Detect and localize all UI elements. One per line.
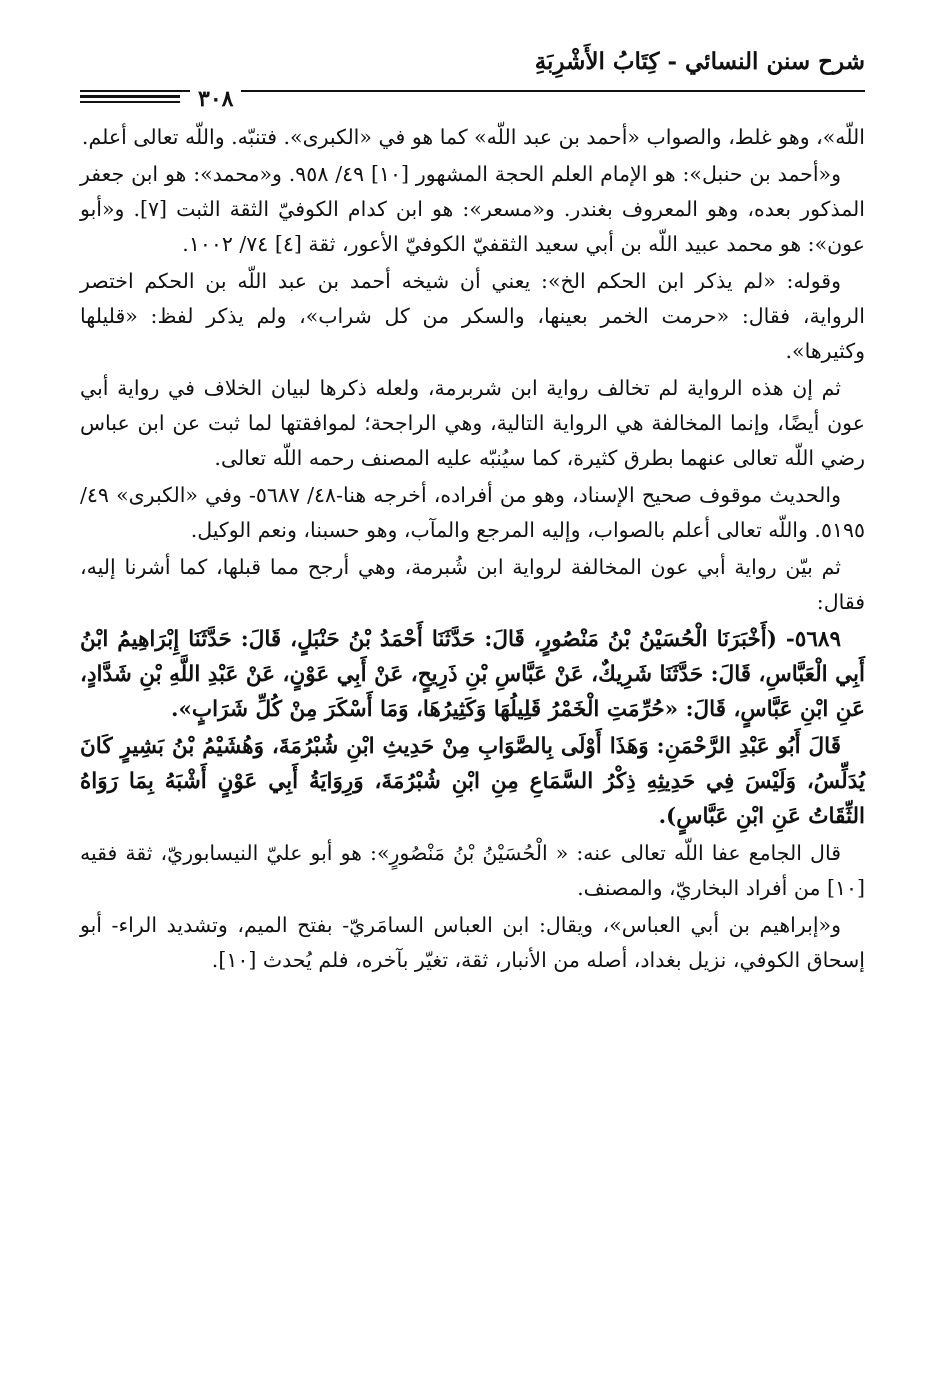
- paragraph: اللّه»، وهو غلط، والصواب «أحمد بن عبد اللّه» كما هو في «الكبرى». فتنبّه. واللّه تعالى أعلم.: [81, 125, 865, 149]
- running-title: شرح سنن النسائي - كِتَابُ الأَشْرِبَةِ: [534, 48, 865, 75]
- page-body: [80, 120, 865, 980]
- document-page: [80, 40, 865, 1340]
- paragraph: و«أحمد بن حنبل»: هو الإمام العلم الحجة المشهور [١٠] ٤٩/ ٩٥٨. و«محمد»: هو ابن جعفر المذكور بعده، وهو المعروف بغندر. و«مسعر»: هو ابن كدام الكوفيّ الثقة الثبت [٧]. و«أبو عون»: هو محمد عبيد اللّه بن أبي سعيد الثقفيّ الكوفيّ الأعور، ثقة [٤] ٧٤/ ١٠٠٢.: [80, 162, 865, 256]
- page-header: [80, 40, 865, 110]
- paragraph: و«إبراهيم بن أبي العباس»، ويقال: ابن العباس السامَريّ- بفتح الميم، وتشديد الراء- أبو إسحاق الكوفي، نزيل بغداد، أصله من الأنبار، ثقة، تغيّر بآخره، فلم يُحدث [١٠].: [80, 913, 865, 972]
- paragraph: قال الجامع عفا اللّه تعالى عنه: « الْحُسَيْنُ بْنُ مَنْصُورٍ»: هو أبو عليّ النيسابوريّ، ثقة فقيه [١٠] من أفراد البخاريّ، والمصنف.: [80, 841, 865, 900]
- header-rule-thin: [80, 101, 180, 103]
- hadith-commentary: قَالَ أَبُو عَبْدِ الرَّحْمَنِ: وَهَذَا أَوْلَى بِالصَّوَابِ مِنْ حَدِيثِ ابْنِ شُبْرُمَةَ، وَهُشَيْمُ بْنُ بَشِيرٍ كَانَ يُدَلِّسُ، وَلَيْسَ فِي حَدِيثِهِ ذِكْرُ السَّمَاعِ مِنِ ابْنِ شُبْرُمَةَ، وَرِوَايَةُ أَبِي عَوْنٍ أَشْبَهُ بِمَا رَوَاهُ الثِّقَاتُ عَنِ ابْنِ عَبَّاسٍ).: [80, 734, 865, 829]
- paragraph: ثم بيّن رواية أبي عون المخالفة لرواية ابن شُبرمة، وهي أرجح مما قبلها، كما أشرنا إليه، فقال:: [80, 555, 865, 614]
- header-rule-thick: [80, 95, 180, 98]
- paragraph: ثم إن هذه الرواية لم تخالف رواية ابن شربرمة، ولعله ذكرها لبيان الخلاف في رواية أبي عون أيضًا، وإنما المخالفة هي الرواية التالية، وهي الراجحة؛ لموافقتها لما ثبت عن ابن عباس رضي اللّه تعالى عنهما بطرق كثيرة، كما سيُنبّه عليه المصنف رحمه اللّه تعالى.: [80, 376, 865, 470]
- page-number: ٣٠٨: [190, 86, 241, 112]
- paragraph: والحديث موقوف صحيح الإسناد، وهو من أفراده، أخرجه هنا-٤٨/ ٥٦٨٧- وفي «الكبرى» ٤٩/ ٥١٩٥. واللّه تعالى أعلم بالصواب، وإليه المرجع والمآب، وهو حسبنا، ونعم الوكيل.: [80, 483, 865, 542]
- hadith-text: ٥٦٨٩- (أَخْبَرَنَا الْحُسَيْنُ بْنُ مَنْصُورٍ، قَالَ: حَدَّثَنَا أَحْمَدُ بْنُ حَنْبَلٍ، قَالَ: حَدَّثَنَا إِبْرَاهِيمُ ابْنُ أَبِي الْعَبَّاسِ، قَالَ: حَدَّثَنَا شَرِيكٌ، عَنْ عَبَّاسِ بْنِ ذَرِيحٍ، عَنْ أَبِي عَوْنٍ، عَنْ عَبْدِ اللَّهِ بْنِ شَدَّادٍ، عَنِ ابْنِ عَبَّاسٍ، قَالَ: «حُرِّمَتِ الْخَمْرُ قَلِيلُهَا وَكَثِيرُهَا، وَمَا أَسْكَرَ مِنْ كُلِّ شَرَابٍ».: [80, 627, 865, 722]
- paragraph: وقوله: «لم يذكر ابن الحكم الخ»: يعني أن شيخه أحمد بن عبد اللّه بن الحكم اختصر الرواية، فقال: «حرمت الخمر بعينها، والسكر من كل شراب»، ولم يذكر لفظ: «قليلها وكثيرها».: [80, 269, 865, 363]
